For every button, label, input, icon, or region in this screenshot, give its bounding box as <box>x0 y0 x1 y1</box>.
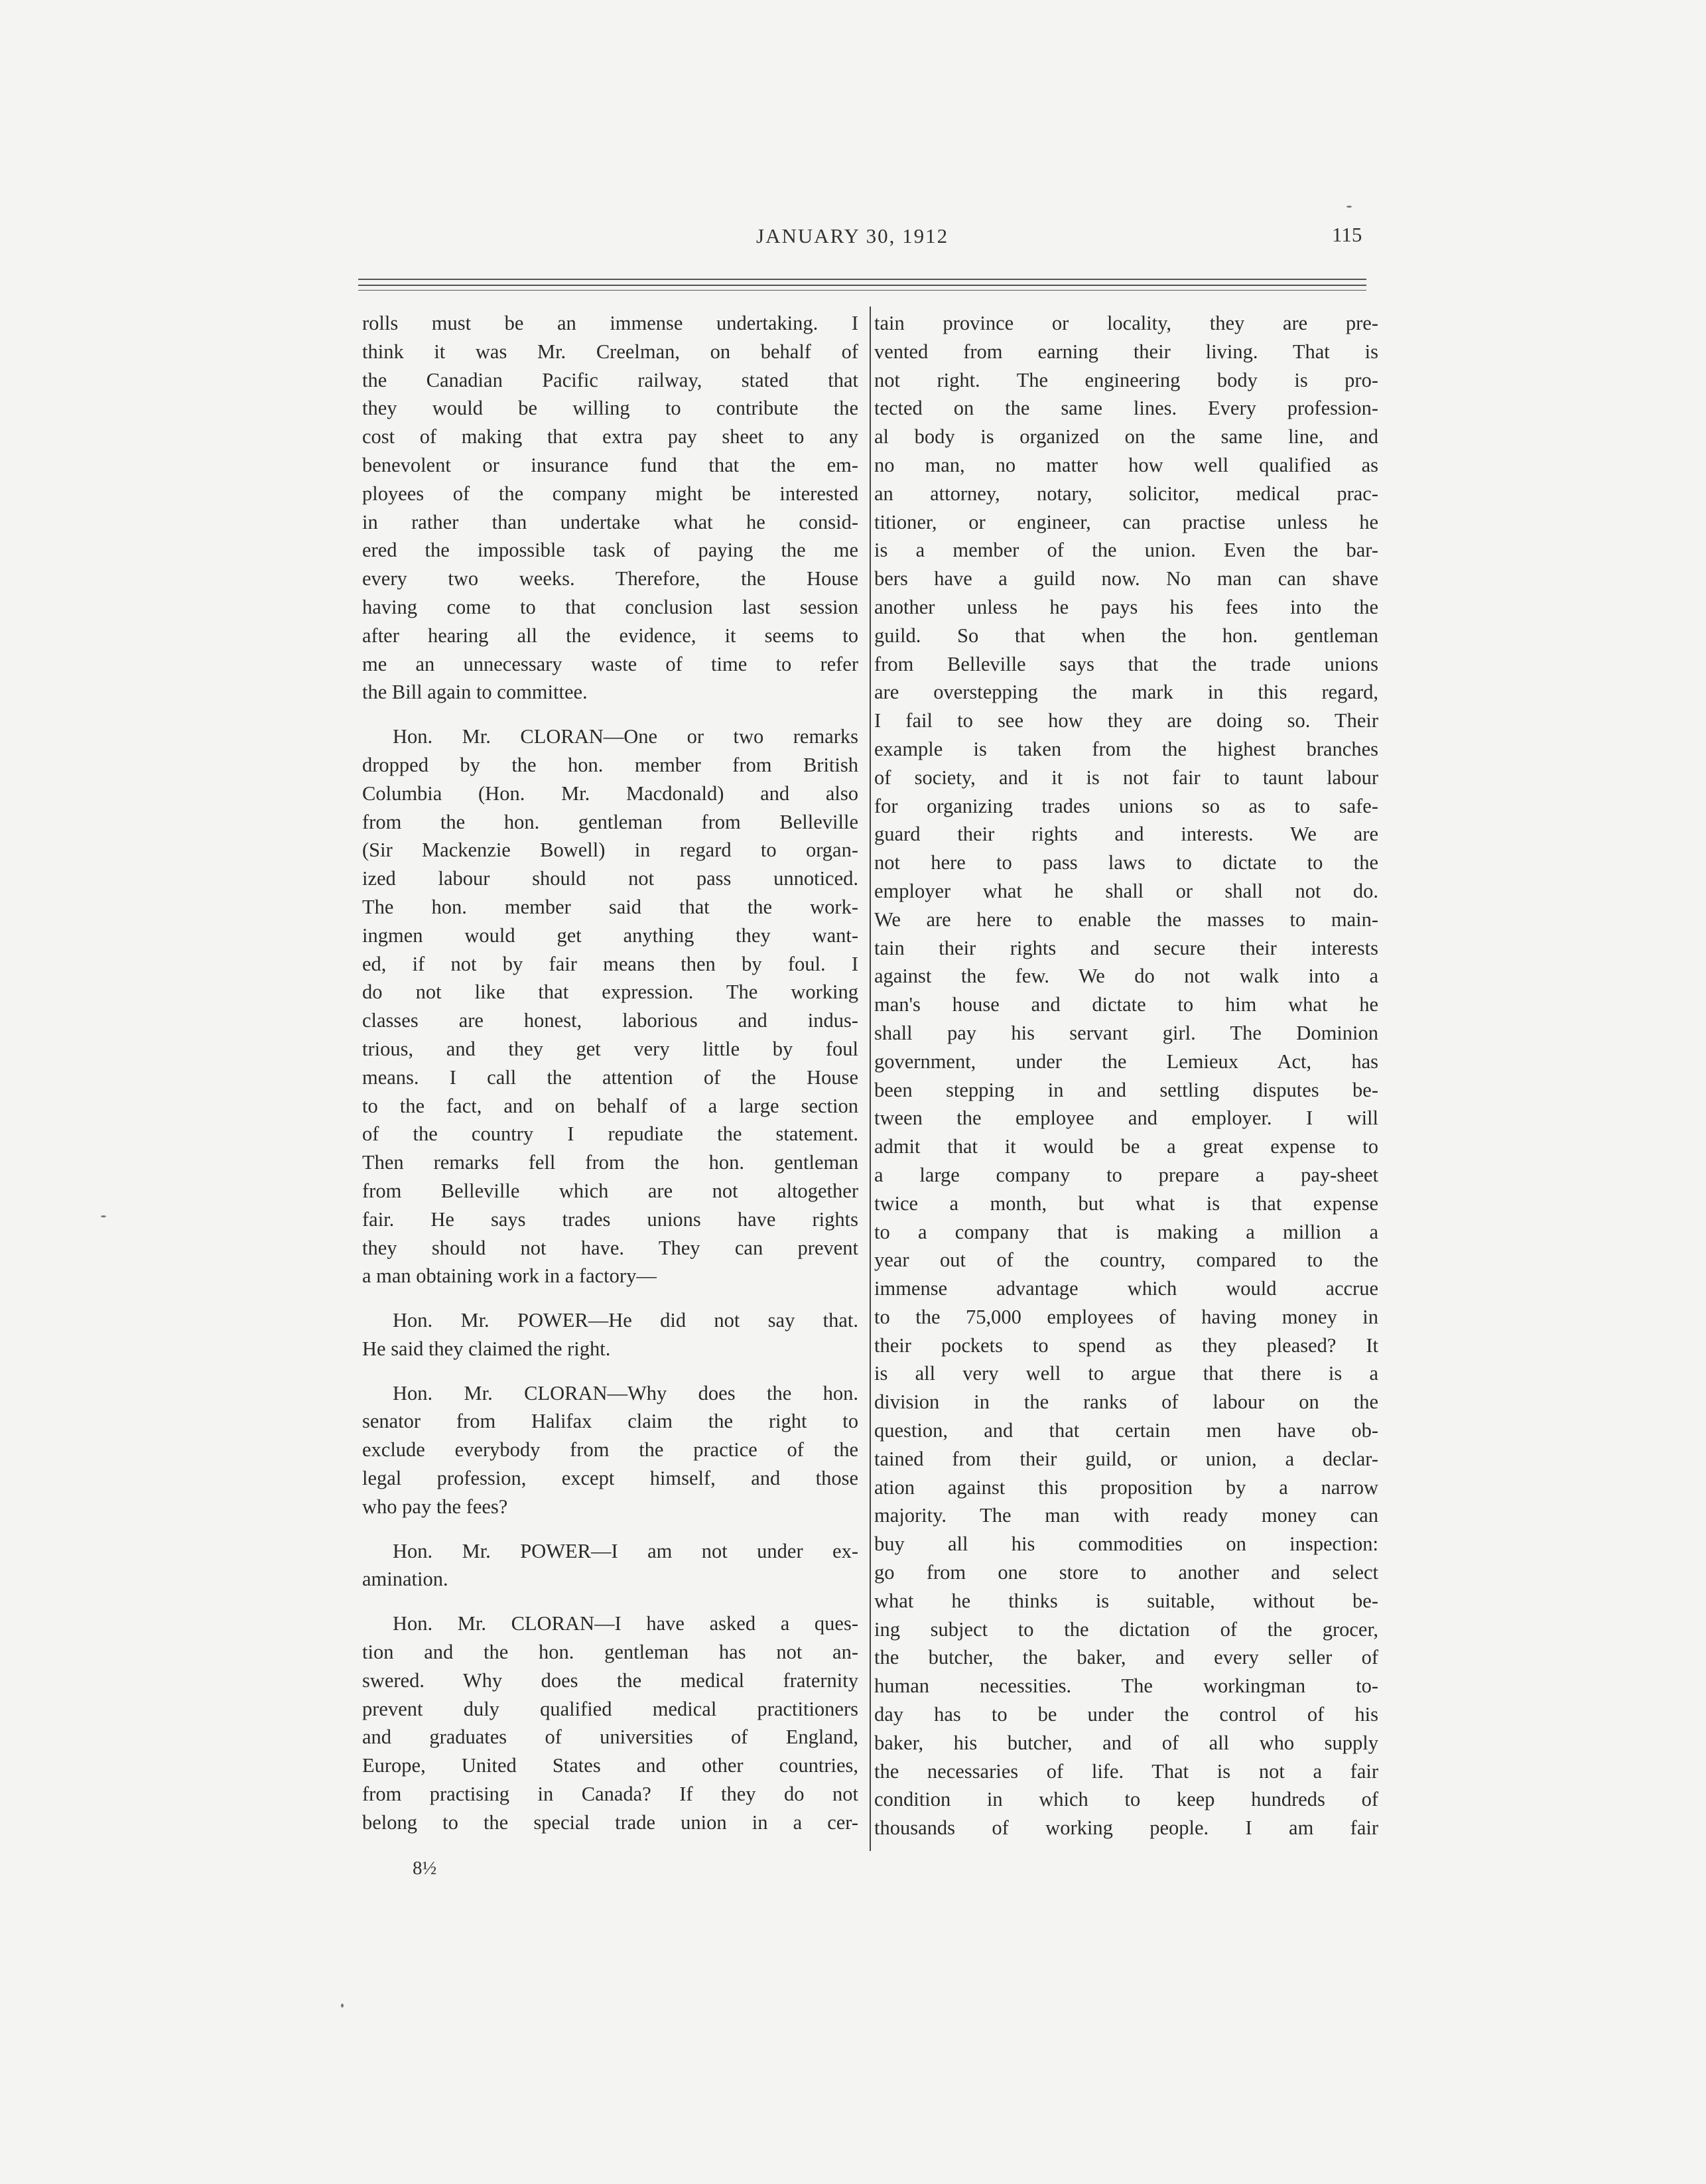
text-line: ered the impossible task of paying the me <box>362 539 858 562</box>
text-line: Hon. Mr. CLORAN—I have asked a ques- <box>393 1612 858 1635</box>
paragraph <box>362 1306 858 1363</box>
text-line: tween the employee and employer. I will <box>874 1107 1378 1130</box>
text-line: means. I call the attention of the House <box>362 1065 858 1089</box>
text-line: me an unnecessary waste of time to refer <box>362 652 858 675</box>
text-line: is a member of the union. Even the bar- <box>874 539 1378 562</box>
text-line: Then remarks fell from the hon. gentleman <box>362 1151 858 1174</box>
text-line: been stepping in and settling disputes be- <box>874 1078 1378 1101</box>
text-line: Europe, United States and other countries, <box>362 1754 858 1777</box>
text-line: ing subject to the dictation of the grocer, <box>874 1617 1378 1641</box>
column-divider <box>870 307 871 1851</box>
text-line: after hearing all the evidence, it seems to <box>362 624 858 647</box>
text-line: and graduates of universities of England, <box>362 1726 858 1749</box>
text-line: no man, no matter how well qualified as <box>874 453 1378 476</box>
page-number: 115 <box>1332 223 1362 246</box>
text-line: for organizing trades unions so as to safe- <box>874 794 1378 817</box>
paragraph <box>362 1379 858 1521</box>
text-line: against the few. We do not walk into a <box>874 965 1378 988</box>
text-line: to the fact, and on behalf of a large section <box>362 1094 858 1117</box>
header-rule-top <box>358 279 1366 280</box>
text-line: are overstepping the mark in this regard, <box>874 681 1378 704</box>
text-line: tain their rights and secure their interests <box>874 936 1378 959</box>
text-line: classes are honest, laborious and indus- <box>362 1009 858 1032</box>
text-line: dropped by the hon. member from British <box>362 753 858 776</box>
text-line: from the hon. gentleman from Belleville <box>362 810 858 833</box>
text-line: from Belleville says that the trade unions <box>874 652 1378 675</box>
text-line: tain province or locality, they are pre- <box>874 312 1378 334</box>
text-line: prevent duly qualified medical practitioners <box>362 1697 858 1720</box>
text-line: We are here to enable the masses to main- <box>874 908 1378 931</box>
text-line: go from one store to another and select <box>874 1561 1378 1584</box>
text-line: think it was Mr. Creelman, on behalf of <box>362 340 858 363</box>
scan-speck <box>341 2004 344 2008</box>
text-line: admit that it would be a great expense to <box>874 1135 1378 1158</box>
text-line: al body is organized on the same line, and <box>874 425 1378 448</box>
text-line: thousands of working people. I am fair <box>874 1816 1378 1840</box>
text-line: the necessaries of life. That is not a fair <box>874 1759 1378 1783</box>
text-line: to a company that is making a million a <box>874 1220 1378 1243</box>
text-line: not right. The engineering body is pro- <box>874 368 1378 391</box>
text-line: of the country I repudiate the statement. <box>362 1123 858 1146</box>
text-line: every two weeks. Therefore, the House <box>362 567 858 590</box>
text-line: from Belleville which are not altogether <box>362 1179 858 1202</box>
text-line: human necessities. The workingman to- <box>874 1674 1378 1698</box>
text-line: what he thinks is suitable, without be- <box>874 1589 1378 1612</box>
text-line: another unless he pays his fees into the <box>874 595 1378 618</box>
text-line: not here to pass laws to dictate to the <box>874 851 1378 874</box>
text-line: Hon. Mr. POWER—I am not under ex- <box>393 1539 858 1562</box>
text-line: majority. The man with ready money can <box>874 1504 1378 1527</box>
header-rule-middle <box>358 285 1366 286</box>
text-line: senator from Halifax claim the right to <box>362 1410 858 1433</box>
scan-speck <box>101 1215 106 1217</box>
text-line: bers have a guild now. No man can shave <box>874 567 1378 590</box>
left-column <box>362 309 858 1837</box>
paragraph <box>362 1537 858 1594</box>
text-line: example is taken from the highest branches <box>874 737 1378 760</box>
text-line: do not like that expression. The working <box>362 981 858 1004</box>
text-line: ation against this proposition by a narrow <box>874 1475 1378 1499</box>
text-line: the Canadian Pacific railway, stated that <box>362 368 858 391</box>
text-line: Hon. Mr. CLORAN—One or two remarks <box>393 725 858 748</box>
text-line: (Sir Mackenzie Bowell) in regard to organ- <box>362 839 858 862</box>
text-line: trious, and they get very little by foul <box>362 1037 858 1060</box>
text-line: The hon. member said that the work- <box>362 895 858 918</box>
text-line: question, and that certain men have ob- <box>874 1419 1378 1442</box>
text-line: vented from earning their living. That is <box>874 340 1378 363</box>
text-line: from practising in Canada? If they do not <box>362 1783 858 1806</box>
text-line: rolls must be an immense undertaking. I <box>362 312 858 334</box>
text-line: is all very well to argue that there is a <box>874 1362 1378 1385</box>
text-line: baker, his butcher, and of all who supply <box>874 1731 1378 1754</box>
text-line: of society, and it is not fair to taunt labour <box>874 766 1378 789</box>
text-line: to the 75,000 employees of having money in <box>874 1305 1378 1328</box>
paragraph <box>362 722 858 1290</box>
text-line: ployees of the company might be interested <box>362 482 858 505</box>
text-line: ed, if not by fair means then by foul. I <box>362 952 858 975</box>
text-line: amination. <box>362 1568 448 1591</box>
paragraph <box>874 309 1378 1842</box>
text-line: titioner, or engineer, can practise unless he <box>874 510 1378 533</box>
signature-mark: 8½ <box>413 1858 437 1879</box>
text-line: ingmen would get anything they want- <box>362 923 858 947</box>
text-line: Hon. Mr. CLORAN—Why does the hon. <box>393 1381 858 1404</box>
text-line: employer what he shall or shall not do. <box>874 879 1378 902</box>
text-line: guard their rights and interests. We are <box>874 823 1378 846</box>
text-line: tion and the hon. gentleman has not an- <box>362 1641 858 1664</box>
text-line: He said they claimed the right. <box>362 1337 611 1360</box>
text-line: government, under the Lemieux Act, has <box>874 1050 1378 1073</box>
text-line: I fail to see how they are doing so. Their <box>874 709 1378 732</box>
text-line: they should not have. They can prevent <box>362 1236 858 1259</box>
text-line: exclude everybody from the practice of the <box>362 1438 858 1462</box>
text-line: buy all his commodities on inspection: <box>874 1533 1378 1556</box>
text-line: swered. Why does the medical fraternity <box>362 1669 858 1692</box>
text-line: man's house and dictate to him what he <box>874 993 1378 1016</box>
text-line: a man obtaining work in a factory— <box>362 1264 657 1288</box>
text-line: a large company to prepare a pay-sheet <box>874 1163 1378 1186</box>
page-header-date: JANUARY 30, 1912 <box>756 224 949 247</box>
text-line: cost of making that extra pay sheet to any <box>362 425 858 448</box>
text-line: in rather than undertake what he consid- <box>362 510 858 533</box>
text-line: having come to that conclusion last session <box>362 595 858 618</box>
text-line: shall pay his servant girl. The Dominion <box>874 1021 1378 1044</box>
text-line: their pockets to spend as they pleased? It <box>874 1333 1378 1357</box>
text-line: an attorney, notary, solicitor, medical prac- <box>874 482 1378 505</box>
text-line: tected on the same lines. Every profession- <box>874 397 1378 420</box>
text-line: fair. He says trades unions have rights <box>362 1207 858 1231</box>
header-rule-bottom <box>358 290 1366 291</box>
right-column <box>874 309 1378 1842</box>
paragraph <box>362 1609 858 1836</box>
text-line: benevolent or insurance fund that the em- <box>362 453 858 476</box>
text-line: Hon. Mr. POWER—He did not say that. <box>393 1309 858 1332</box>
text-line: division in the ranks of labour on the <box>874 1391 1378 1414</box>
text-line: condition in which to keep hundreds of <box>874 1788 1378 1811</box>
paragraph <box>362 309 858 707</box>
text-line: tained from their guild, or union, a declar- <box>874 1447 1378 1470</box>
text-line: Columbia (Hon. Mr. Macdonald) and also <box>362 782 858 805</box>
text-line: belong to the special trade union in a cer- <box>362 1810 858 1834</box>
text-line: twice a month, but what is that expense <box>874 1192 1378 1215</box>
text-line: legal profession, except himself, and those <box>362 1467 858 1490</box>
text-line: guild. So that when the hon. gentleman <box>874 624 1378 647</box>
text-line: ized labour should not pass unnoticed. <box>362 867 858 890</box>
text-line: year out of the country, compared to the <box>874 1249 1378 1272</box>
text-line: the butcher, the baker, and every seller of <box>874 1646 1378 1669</box>
scan-speck <box>1346 206 1352 208</box>
text-line: immense advantage which would accrue <box>874 1277 1378 1300</box>
text-line: who pay the fees? <box>362 1495 508 1518</box>
text-line: they would be willing to contribute the <box>362 397 858 420</box>
text-line: the Bill again to committee. <box>362 681 588 704</box>
text-line: day has to be under the control of his <box>874 1703 1378 1726</box>
